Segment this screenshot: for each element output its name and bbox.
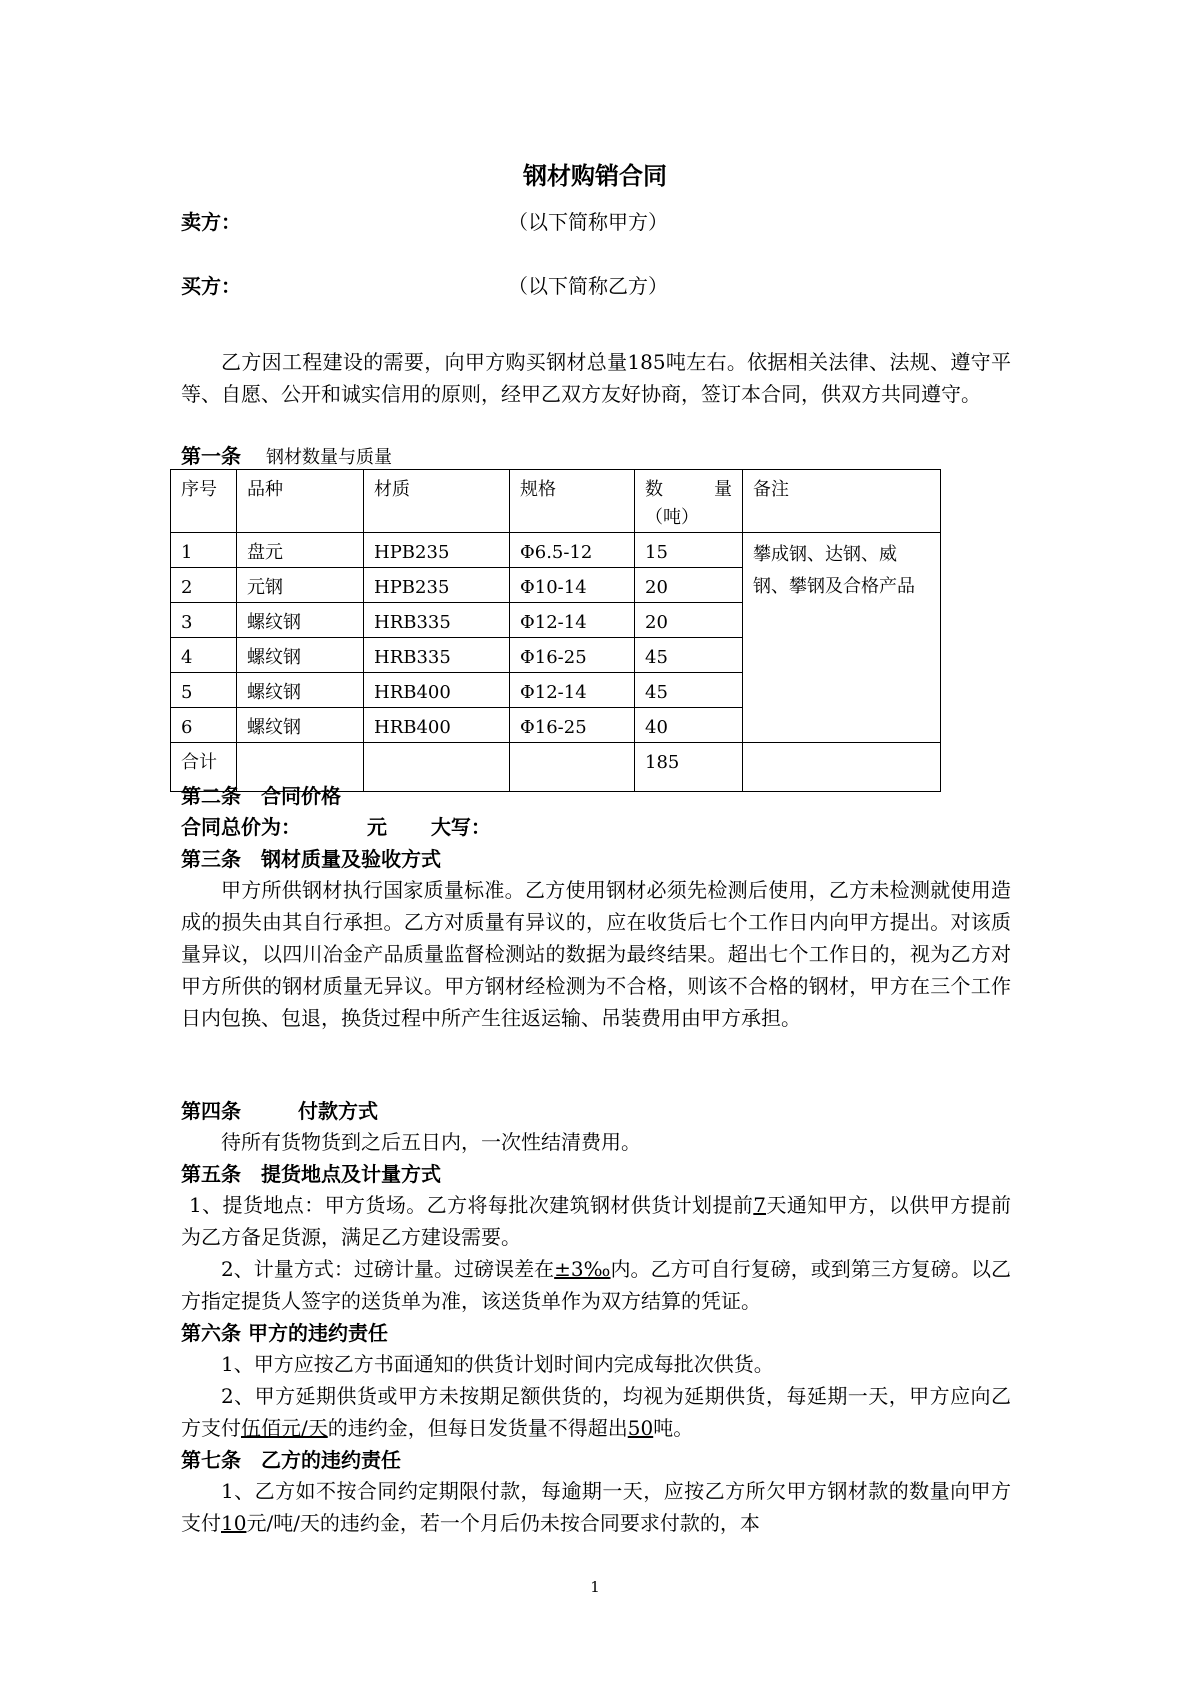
seller-note: （以下简称甲方） — [508, 210, 668, 234]
cell-variety: 螺纹钢 — [237, 673, 364, 708]
article4-heading — [181, 1095, 378, 1124]
article7-item1 — [181, 1475, 1011, 1539]
header-qty — [635, 470, 743, 533]
cell-remark: 攀成钢、达钢、威钢、攀钢及合格产品 — [743, 533, 941, 743]
cell-seq: 4 — [171, 638, 237, 673]
cell-variety: 螺纹钢 — [237, 603, 364, 638]
cell-material: HRB335 — [364, 603, 510, 638]
cell-spec: Φ12-14 — [510, 603, 635, 638]
cell-material: HRB400 — [364, 708, 510, 743]
header-qty-unit: （吨） — [645, 507, 699, 528]
article5-item2-text-a: 2、计量方式：过磅计量。过磅误差在 — [221, 1257, 555, 1281]
header-seq: 序号 — [171, 470, 237, 533]
price-label: 合同总价为： — [181, 815, 301, 839]
article5-heading: 第五条 提货地点及计量方式 — [181, 1162, 441, 1186]
document-title: 钢材购销合同 — [523, 161, 667, 190]
table-row — [171, 533, 941, 568]
article6-item2 — [181, 1380, 1011, 1444]
article5-item2 — [181, 1253, 1011, 1317]
article3-paragraph: 甲方所供钢材执行国家质量标准。乙方使用钢材必须先检测后使用，乙方未检测就使用造成的损失由其自行承担。乙方对质量有异议的，应在收货后七个工作日内向甲方提出。对该质量异议，以四川冶金产品质量监督检测站的数据为最终结果。超出七个工作日的，视为乙方对甲方所供的钢材质量无异议。甲方钢材经检测为不合格，则该不合格的钢材，甲方在三个工作日内包换、包退，换货过程中所产生往返运输、吊装费用由甲方承担。 — [181, 878, 1011, 1030]
article5-item1-text-a: 1、提货地点：甲方货场。乙方将每批次建筑钢材供货计划提前 — [189, 1193, 754, 1217]
cell-material: HPB235 — [364, 568, 510, 603]
cell-qty: 40 — [635, 708, 743, 743]
cell-material: HRB400 — [364, 673, 510, 708]
seller-label: 卖方： — [181, 210, 241, 234]
capital-label: 大写： — [430, 815, 491, 839]
header-variety: 品种 — [237, 470, 364, 533]
header-qty-b: 量 — [714, 479, 732, 500]
buyer-note: （以下简称乙方） — [508, 274, 668, 298]
buyer-label: 买方： — [181, 274, 241, 298]
article3-heading: 第三条 钢材质量及验收方式 — [181, 847, 441, 871]
daily-limit-value: 50 — [627, 1416, 654, 1440]
cell-spec: Φ16-25 — [510, 708, 635, 743]
intro-paragraph: 乙方因工程建设的需要，向甲方购买钢材总量185吨左右。依据相关法律、法规、遵守平等、自愿、公开和诚实信用的原则，经甲乙双方友好协商，签订本合同，供双方共同遵守。 — [181, 350, 1011, 406]
cell-variety: 螺纹钢 — [237, 638, 364, 673]
article5-item2-text-b: 内。乙方可自行复磅，或到第三方复磅。以乙方指定提货人签字的送货单为准，该送货单作为双方结算的凭证。 — [181, 1257, 1011, 1313]
article4-number: 第四条 — [181, 1099, 241, 1123]
cell-seq: 3 — [171, 603, 237, 638]
cell-spec: Φ16-25 — [510, 638, 635, 673]
cell-qty: 45 — [635, 638, 743, 673]
article6-item2-text-a: 2、甲方延期供货或甲方未按期足额供货的，均视为延期供货，每延期一天，甲方应向乙方支付 — [181, 1384, 1011, 1440]
page-number: 1 — [590, 1578, 600, 1596]
article4-paragraph: 待所有货物货到之后五日内，一次性结清费用。 — [221, 1130, 641, 1154]
cell-qty: 15 — [635, 533, 743, 568]
total-empty-cell — [743, 743, 941, 792]
article4-title: 付款方式 — [297, 1099, 378, 1123]
article6-heading: 第六条 甲方的违约责任 — [181, 1321, 388, 1345]
article1-title: 钢材数量与质量 — [265, 447, 392, 468]
cell-seq: 6 — [171, 708, 237, 743]
late-payment-rate-value: 10 — [221, 1511, 247, 1535]
article5-item1 — [181, 1189, 1011, 1253]
penalty-rate-value: 伍佰元/天 — [241, 1416, 328, 1440]
article1-number: 第一条 — [181, 444, 241, 468]
weighing-tolerance-value: ±3‰ — [554, 1257, 611, 1281]
cell-variety: 螺纹钢 — [237, 708, 364, 743]
cell-seq: 2 — [171, 568, 237, 603]
article6-item1: 1、甲方应按乙方书面通知的供货计划时间内完成每批次供货。 — [221, 1352, 774, 1376]
notice-days-value: 7 — [753, 1193, 767, 1217]
cell-qty: 20 — [635, 568, 743, 603]
table-header-row — [171, 470, 941, 533]
cell-variety: 元钢 — [237, 568, 364, 603]
article7-item1-text-a: 1、乙方如不按合同约定期限付款，每逾期一天，应按乙方所欠甲方钢材款的数量向甲方支付 — [181, 1479, 1011, 1535]
article5-item1-text-b: 天通知甲方，以供甲方提前为乙方备足货源，满足乙方建设需要。 — [181, 1193, 1011, 1249]
cell-material: HRB335 — [364, 638, 510, 673]
cell-spec: Φ12-14 — [510, 673, 635, 708]
cell-qty: 45 — [635, 673, 743, 708]
total-label: 合计 — [171, 743, 237, 792]
article1-heading — [181, 440, 392, 469]
article6-item2-text-c: 吨。 — [653, 1416, 694, 1440]
cell-spec: Φ10-14 — [510, 568, 635, 603]
steel-spec-table — [170, 469, 941, 792]
contract-price-line — [181, 811, 491, 840]
price-unit: 元 — [366, 815, 387, 839]
total-qty: 185 — [635, 743, 743, 792]
cell-spec: Φ6.5-12 — [510, 533, 635, 568]
header-spec: 规格 — [510, 470, 635, 533]
article6-item2-text-b: 的违约金，但每日发货量不得超出 — [327, 1416, 628, 1440]
article7-item1-text-b: 元/吨/天的违约金，若一个月后仍未按合同要求付款的，本 — [246, 1511, 760, 1535]
header-qty-a: 数 — [645, 479, 663, 500]
cell-qty: 20 — [635, 603, 743, 638]
total-empty-cell — [364, 743, 510, 792]
article2-heading: 第二条 合同价格 — [181, 784, 341, 808]
cell-variety: 盘元 — [237, 533, 364, 568]
cell-material: HPB235 — [364, 533, 510, 568]
cell-seq: 5 — [171, 673, 237, 708]
article7-heading: 第七条 乙方的违约责任 — [181, 1448, 401, 1472]
total-empty-cell — [510, 743, 635, 792]
cell-seq: 1 — [171, 533, 237, 568]
header-material: 材质 — [364, 470, 510, 533]
header-remark: 备注 — [743, 470, 941, 533]
